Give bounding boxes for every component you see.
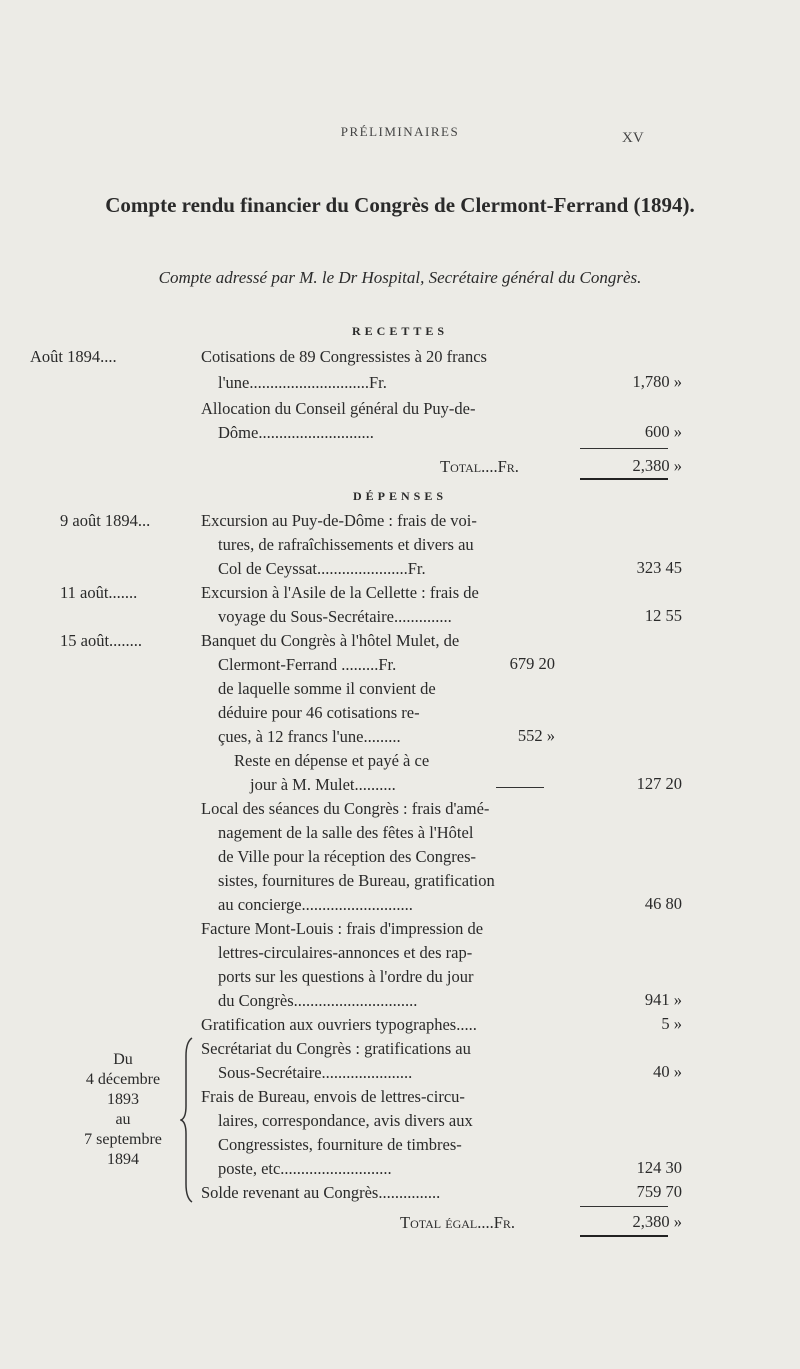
depense-line: Reste en dépense et payé à ce bbox=[234, 751, 430, 770]
page-title: Compte rendu financier du Congrès de Clermont-Ferrand (1894). bbox=[105, 193, 695, 217]
depense-line: poste, etc........................... bbox=[218, 1159, 392, 1178]
recettes-line: Cotisations de 89 Congressistes à 20 francs bbox=[201, 347, 487, 366]
depenses-total-amount: 2,380 » bbox=[632, 1212, 682, 1231]
depense-amount: 40 » bbox=[653, 1062, 682, 1081]
depense-line: Solde revenant au Congrès............... bbox=[201, 1183, 441, 1202]
recettes-amount: 1,780 » bbox=[632, 372, 682, 391]
period-note bbox=[68, 1050, 178, 1170]
depense-amount: 323 45 bbox=[636, 558, 682, 577]
depense-line: Banquet du Congrès à l'hôtel Mulet, de bbox=[201, 631, 460, 650]
recettes-amount: 600 » bbox=[644, 422, 682, 441]
depense-line: Sous-Secrétaire...................... bbox=[218, 1063, 413, 1082]
depense-amount: 5 » bbox=[661, 1014, 682, 1033]
recettes-line: Allocation du Conseil général du Puy-de- bbox=[201, 399, 476, 418]
depense-line: Facture Mont-Louis : frais d'impression de bbox=[201, 919, 484, 938]
depense-line: Gratification aux ouvriers typographes..... bbox=[201, 1015, 477, 1034]
sum-rule bbox=[580, 1206, 668, 1207]
period-note-line: Du bbox=[113, 1051, 133, 1068]
depense-line: jour à M. Mulet.......... bbox=[250, 775, 396, 794]
period-note-line: 1894 bbox=[107, 1151, 139, 1168]
total-rule bbox=[580, 1235, 668, 1237]
depense-line: Col de Ceyssat......................Fr. bbox=[218, 559, 426, 578]
running-title: PRÉLIMINAIRES bbox=[340, 124, 460, 139]
section-heading-recettes: RECETTES bbox=[351, 324, 449, 338]
depense-amount: 12 55 bbox=[644, 606, 682, 625]
depenses-total-label: Total égal....Fr. bbox=[400, 1213, 516, 1232]
sub-rule bbox=[496, 787, 544, 788]
depense-line: Frais de Bureau, envois de lettres-circu- bbox=[201, 1087, 465, 1106]
depense-line: lettres-circulaires-annonces et des rap- bbox=[218, 943, 473, 962]
depense-line: déduire pour 46 cotisations re- bbox=[218, 703, 420, 722]
depense-line: Excursion au Puy-de-Dôme : frais de voi- bbox=[201, 511, 477, 530]
inner-amount: 679 20 bbox=[509, 654, 555, 673]
depense-line: voyage du Sous-Secrétaire.............. bbox=[218, 607, 452, 626]
depense-line: de laquelle somme il convient de bbox=[218, 679, 436, 698]
depense-amount: 941 » bbox=[644, 990, 682, 1009]
depense-line: Clermont-Ferrand .........Fr. bbox=[218, 655, 397, 674]
depense-line: nagement de la salle des fêtes à l'Hôtel bbox=[218, 823, 474, 842]
recettes-total-amount: 2,380 » bbox=[632, 456, 682, 475]
depense-amount: 124 30 bbox=[636, 1158, 682, 1177]
recettes-line: Dôme............................ bbox=[218, 423, 374, 442]
depense-line: tures, de rafraîchissements et divers au bbox=[218, 535, 474, 554]
depense-line: de Ville pour la réception des Congres- bbox=[218, 847, 477, 866]
total-rule bbox=[580, 478, 668, 480]
depense-line: çues, à 12 francs l'une......... bbox=[218, 727, 401, 746]
depense-line: Excursion à l'Asile de la Cellette : frais de bbox=[201, 583, 479, 602]
recettes-date: Août 1894.... bbox=[30, 347, 117, 366]
depense-amount: 127 20 bbox=[636, 774, 682, 793]
depense-line: Congressistes, fourniture de timbres- bbox=[218, 1135, 462, 1154]
depense-amount: 759 70 bbox=[636, 1182, 682, 1201]
depense-date: 9 août 1894... bbox=[60, 511, 151, 530]
inner-amount: 552 » bbox=[517, 726, 555, 745]
depense-date: 11 août....... bbox=[60, 583, 138, 602]
period-note-line: 7 septembre bbox=[84, 1131, 162, 1148]
page-number: XV bbox=[622, 130, 644, 146]
depense-line: au concierge........................... bbox=[218, 895, 413, 914]
depense-line: laires, correspondance, avis divers aux bbox=[218, 1111, 473, 1130]
section-heading-depenses: DÉPENSES bbox=[352, 489, 448, 503]
brace bbox=[180, 1036, 196, 1204]
depense-line: Secrétariat du Congrès : gratifications au bbox=[201, 1039, 471, 1058]
period-note-line: 1893 bbox=[107, 1091, 139, 1108]
recettes-total-label: Total....Fr. bbox=[440, 457, 519, 476]
recettes-line: l'une.............................Fr. bbox=[218, 373, 387, 392]
depense-amount: 46 80 bbox=[644, 894, 682, 913]
depense-line: du Congrès.............................. bbox=[218, 991, 418, 1010]
sum-rule bbox=[580, 448, 668, 449]
depense-line: sistes, fournitures de Bureau, gratification bbox=[218, 871, 495, 890]
period-note-line: 4 décembre bbox=[85, 1071, 161, 1088]
period-note-line: au bbox=[115, 1111, 131, 1128]
page-subtitle: Compte adressé par M. le Dr Hospital, Secrétaire général du Congrès. bbox=[158, 268, 642, 287]
depense-date: 15 août........ bbox=[60, 631, 143, 650]
depense-line: Local des séances du Congrès : frais d'amé- bbox=[201, 799, 490, 818]
depense-line: ports sur les questions à l'ordre du jour bbox=[218, 967, 474, 986]
